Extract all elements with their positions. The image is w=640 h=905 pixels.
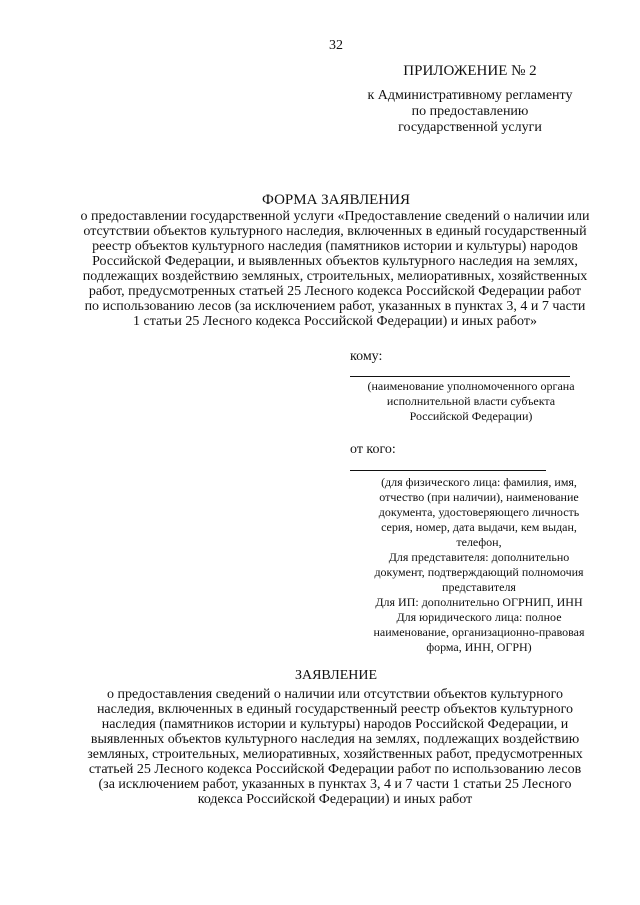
hint-line: Для представителя: дополнительно [388,550,570,564]
hint-line: (наименование уполномоченного органа [367,379,575,393]
appendix-subtitle [330,88,610,136]
hint-line: отчество (при наличии), наименование [379,490,579,504]
sender-line[interactable] [350,470,546,471]
hint-line: (для физического лица: фамилия, имя, [381,475,577,489]
recipient-label: кому: [350,349,383,364]
hint-line: исполнительной власти субъекта [386,394,556,408]
hint-line: Для юридического лица: полное [396,610,562,624]
recipient-hint [340,379,602,424]
hint-line: форма, ИНН, ОГРН) [426,640,532,654]
hint-line: телефон, [456,535,502,549]
hint-line: наименование, организационно-правовая [373,625,585,639]
statement-title: ЗАЯВЛЕНИЕ [294,668,378,683]
sender-hint [348,475,610,655]
hint-line: Для ИП: дополнительно ОГРНИП, ИНН [375,595,583,609]
appendix-line: государственной услуги [398,120,542,135]
hint-line: представителя [442,580,516,594]
appendix-line: к Административному регламенту [367,88,573,103]
hint-line: документ, подтверждающий полномочия [374,565,584,579]
appendix-line: по предоставлению [411,104,529,119]
form-description: о предоставлении государственной услуги «Предоставление сведений о наличии или отсутствии объектов культурного наследия, включенных в единый государственный реестр объектов культурного наследия (памятников истории и культуры) народов Российской Федерации, и выявленных объектов культурного наследия на землях, подлежащих воздействию земляных, строительных, мелиоративных, хозяйственных работ, предусмотренных статьей 25 Лесного кодекса Российской Федерации работ по использованию лесов (за исключением работ, указанных в пунктах 3, 4 и 7 части 1 статьи 25 Лесного кодекса Российской Федерации) и иных работ» [80,209,590,329]
sender-label: от кого: [350,442,396,457]
hint-line: серия, номер, дата выдачи, кем выдан, [381,520,577,534]
form-title: ФОРМА ЗАЯВЛЕНИЯ [262,192,410,208]
page-number: 32 [329,38,343,53]
hint-line: документа, удостоверяющего личность [378,505,580,519]
recipient-line[interactable] [350,376,570,377]
hint-line: Российской Федерации) [409,409,533,423]
appendix-title: ПРИЛОЖЕНИЕ № 2 [403,63,537,79]
statement-body: о предоставления сведений о наличии или отсутствии объектов культурного наследия, включенных в единый государственный реестр объектов культурного наследия (памятников истории и культуры) народов Российской Федерации, и выявленных объектов культурного наследия на землях, подлежащих воздействию земляных, строительных, мелиоративных, хозяйственных работ, предусмотренных статьей 25 Лесного кодекса Российской Федерации работ по использованию лесов (за исключением работ, указанных в пунктах 3, 4 и 7 части 1 статьи 25 Лесного кодекса Российской Федерации) и иных работ [87,687,583,807]
